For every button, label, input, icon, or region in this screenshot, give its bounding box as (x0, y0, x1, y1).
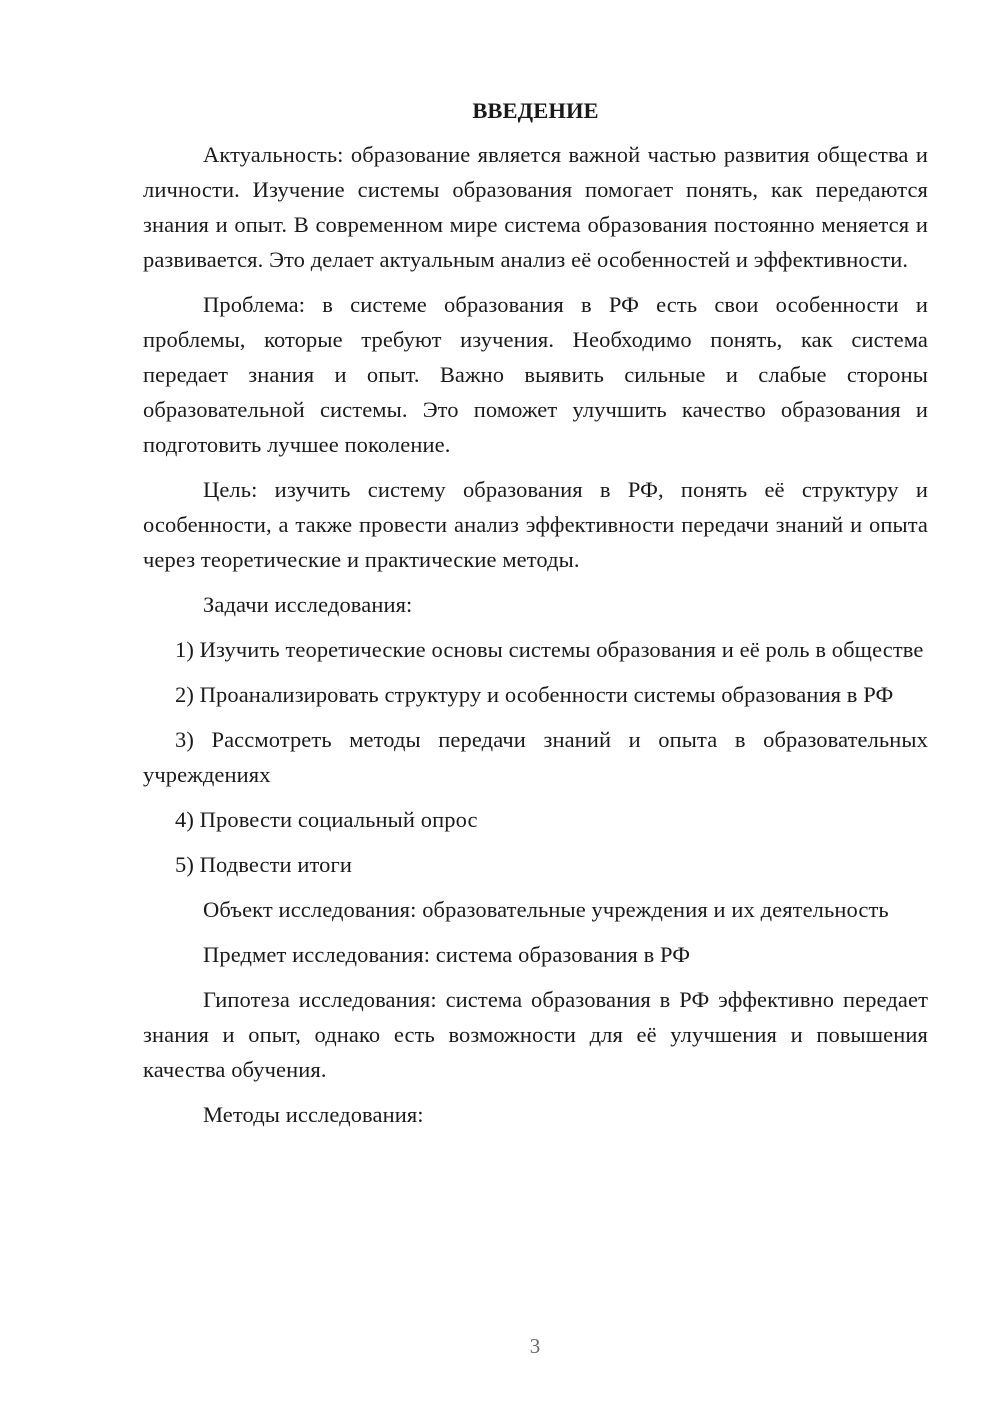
paragraph-hypothesis: Гипотеза исследования: система образования в РФ эффективно передает знания и опыт, однако есть возможности для её улучшения и повышения качества обучения. (143, 987, 928, 1082)
paragraph-subject: Предмет исследования: система образования в РФ (203, 942, 691, 967)
task-item: 3) Рассмотреть методы передачи знаний и опыта в образовательных учреждениях (143, 727, 928, 787)
paragraph-goal: Цель: изучить систему образования в РФ, понять её структуру и особенности, а также провести анализ эффективности передачи знаний и опыта через теоретические и практические методы. (143, 477, 928, 572)
section-title: ВВЕДЕНИЕ (472, 98, 599, 123)
methods-heading: Методы исследования: (203, 1102, 424, 1127)
task-item: 1) Изучить теоретические основы системы образования и её роль в обществе (175, 637, 924, 662)
task-item: 4) Провести социальный опрос (175, 807, 478, 832)
paragraph-relevance: Актуальность: образование является важной частью развития общества и личности. Изучение системы образования помогает понять, как передаются знания и опыт. В современном мире система образования постоянно меняется и развивается. Это делает актуальным анализ её особенностей и эффективности. (143, 142, 928, 272)
task-item: 5) Подвести итоги (175, 852, 352, 877)
document-page (143, 95, 928, 1132)
task-item: 2) Проанализировать структуру и особенности системы образования в РФ (175, 682, 894, 707)
tasks-heading: Задачи исследования: (203, 592, 413, 617)
page-number: 3 (529, 1334, 541, 1358)
paragraph-object: Объект исследования: образовательные учреждения и их деятельность (203, 897, 889, 922)
paragraph-problem: Проблема: в системе образования в РФ есть свои особенности и проблемы, которые требуют изучения. Необходимо понять, как система передает знания и опыт. Важно выявить сильные и слабые стороны образовательной системы. Это поможет улучшить качество образования и подготовить лучшее поколение. (143, 292, 928, 457)
